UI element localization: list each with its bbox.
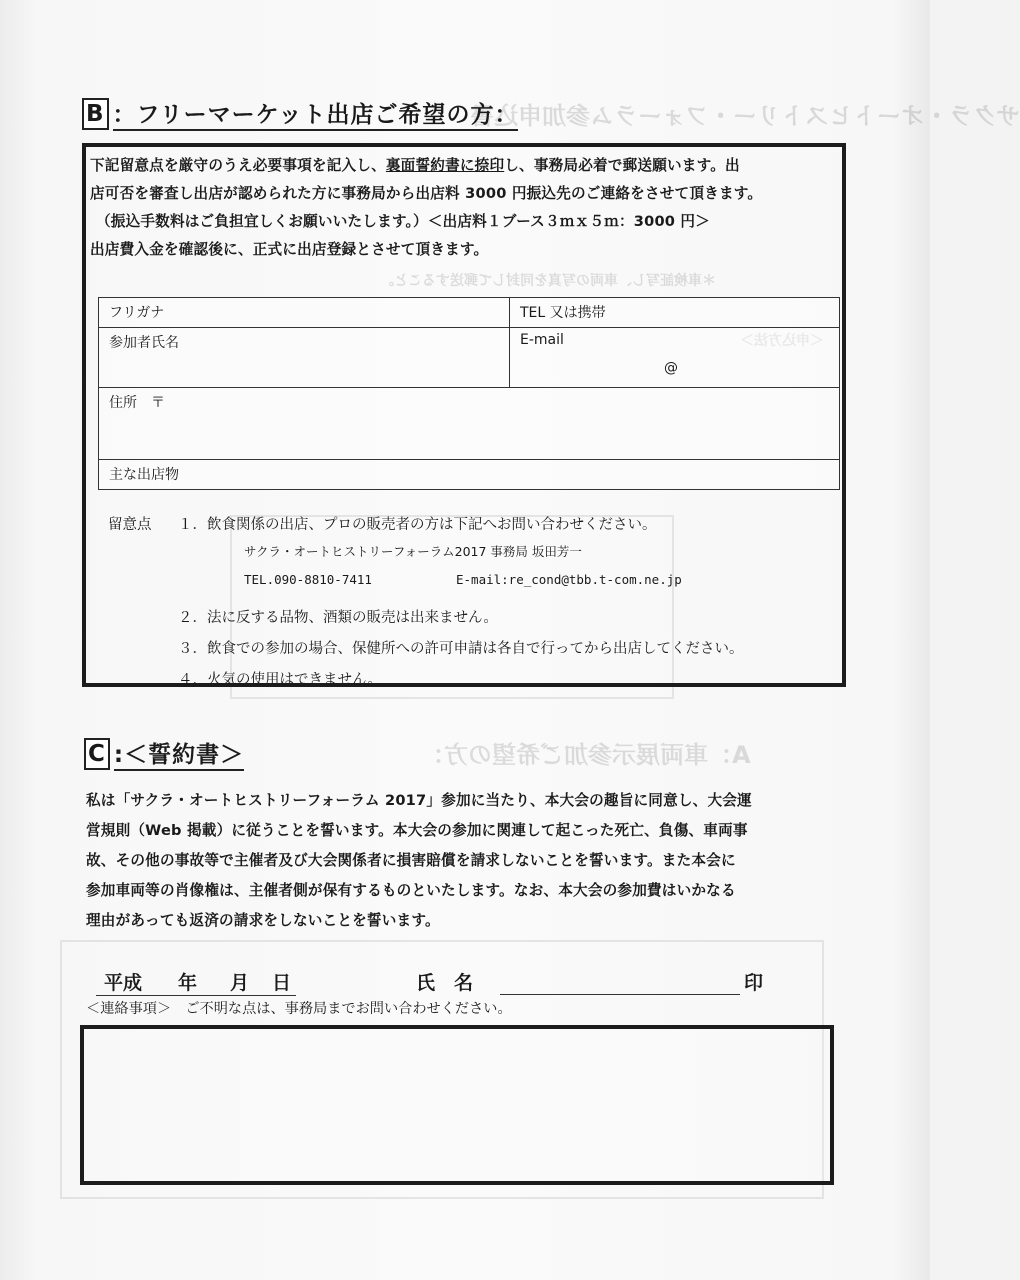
contact-notes-box[interactable] (80, 1025, 834, 1185)
note-1-text: １．飲食関係の出店、プロの販売者の方は下記へお問い合わせください。 (178, 517, 657, 533)
showthrough-note: ＊車検証写し、車両の写真を同封して郵送すること。 (380, 273, 716, 289)
date-month[interactable]: 月 (230, 972, 250, 994)
oath-line-5: 理由があっても返済の請求をしないことを誓います。 (86, 912, 440, 929)
note-1 (108, 510, 838, 541)
date-era: 平成 (104, 972, 143, 994)
note-2 (108, 603, 838, 634)
oath-line-2: 営規則（Web 掲載）に従うことを誓います。本大会の参加に関連して起こった死亡、負傷、車両事 (86, 822, 748, 839)
showthrough-method: ＜申込方法＞ (740, 333, 824, 349)
application-form (98, 297, 840, 490)
section-b-letter: B (82, 98, 109, 130)
items-label: 主な出店物 (109, 467, 179, 483)
note-3 (108, 634, 838, 665)
intro-text-b: し、事務局必着で郵送願います。出 (504, 157, 740, 174)
section-c-title: :＜誓約書＞ (114, 736, 244, 771)
address-field[interactable] (99, 388, 840, 460)
intro-line-2: 店可否を審査し出店が認められた方に事務局から出店料 3000 円振込先のご連絡をさせて頂きます。 (90, 185, 763, 202)
name-label: 参加者氏名 (109, 335, 179, 351)
tel-label: TEL 又は携帯 (520, 305, 606, 321)
address-label: 住所 〒 (109, 395, 165, 411)
furigana-label: フリガナ (109, 305, 165, 321)
furigana-field[interactable] (99, 298, 510, 328)
items-field[interactable] (99, 460, 840, 490)
contact-email[interactable]: E-mail:re_cond@tbb.t-com.ne.jp (456, 572, 682, 587)
signature-line (100, 968, 764, 996)
date-underline (96, 995, 296, 996)
seal-mark: 印 (744, 972, 764, 994)
contact-notes-label: ＜連絡事項＞ ご不明な点は、事務局までお問い合わせください。 (86, 1001, 512, 1017)
section-c-heading (84, 736, 244, 771)
notes-label: 留意点 (108, 517, 152, 533)
section-b-heading (82, 96, 518, 131)
at-sign: @ (664, 360, 678, 376)
name-signature-field[interactable] (500, 968, 740, 995)
note-4 (108, 665, 838, 696)
contact-tel: TEL.090-8810-7411 (244, 572, 372, 587)
note-3-text: ３．飲食での参加の場合、保健所への許可申請は各自で行ってから出店してください。 (178, 641, 744, 657)
section-c-letter: C (84, 738, 110, 770)
showthrough-section-a: A：車両展示参加ご希望の方： (420, 741, 751, 769)
intro-text-a: 下記留意点を厳守のうえ必要事項を記入し、 (90, 157, 386, 174)
email-label: E-mail (520, 332, 564, 348)
section-b-title: ：フリーマーケット出店ご希望の方： (113, 96, 519, 131)
section-b-intro (90, 152, 842, 264)
note-4-text: ４．火気の使用はできません。 (178, 672, 382, 688)
notes-list (108, 510, 838, 696)
showthrough-title: サクラ・オートヒストリー・フォーラム参加申込書 (470, 102, 1020, 130)
date-year[interactable]: 年 (178, 972, 198, 994)
oath-line-4: 参加車両等の肖像権は、主催者側が保有するものといたします。なお、本大会の参加費はいかなる (86, 882, 736, 899)
date-day[interactable]: 日 (272, 972, 292, 994)
intro-line-3: （振込手数料はご負担宜しくお願いいたします。）＜出店料１ブース３ｍｘ５ｍ：3000 円＞ (96, 213, 711, 230)
tel-field[interactable] (510, 298, 840, 328)
email-field[interactable] (510, 328, 840, 388)
name-field[interactable] (99, 328, 510, 388)
intro-line-4: 出店費入金を確認後に、正式に出店登録とさせて頂きます。 (90, 241, 489, 258)
intro-underlined: 裏面誓約書に捺印 (385, 157, 505, 174)
intro-line-1 (90, 152, 842, 180)
oath-line-3: 故、その他の事故等で主催者及び大会関係者に損害賠償を請求しないことを誓います。また本会に (86, 852, 736, 869)
name-label: 氏 名 (416, 972, 474, 994)
oath-line-1: 私は「サクラ・オートヒストリーフォーラム 2017」参加に当たり、本大会の趣旨に同意し、大会運 (86, 792, 752, 809)
note-2-text: ２．法に反する品物、酒類の販売は出来ません。 (178, 610, 498, 626)
oath-text (86, 786, 846, 936)
contact-org: サクラ・オートヒストリーフォーラム2017 事務局 坂田芳一 (244, 544, 582, 559)
